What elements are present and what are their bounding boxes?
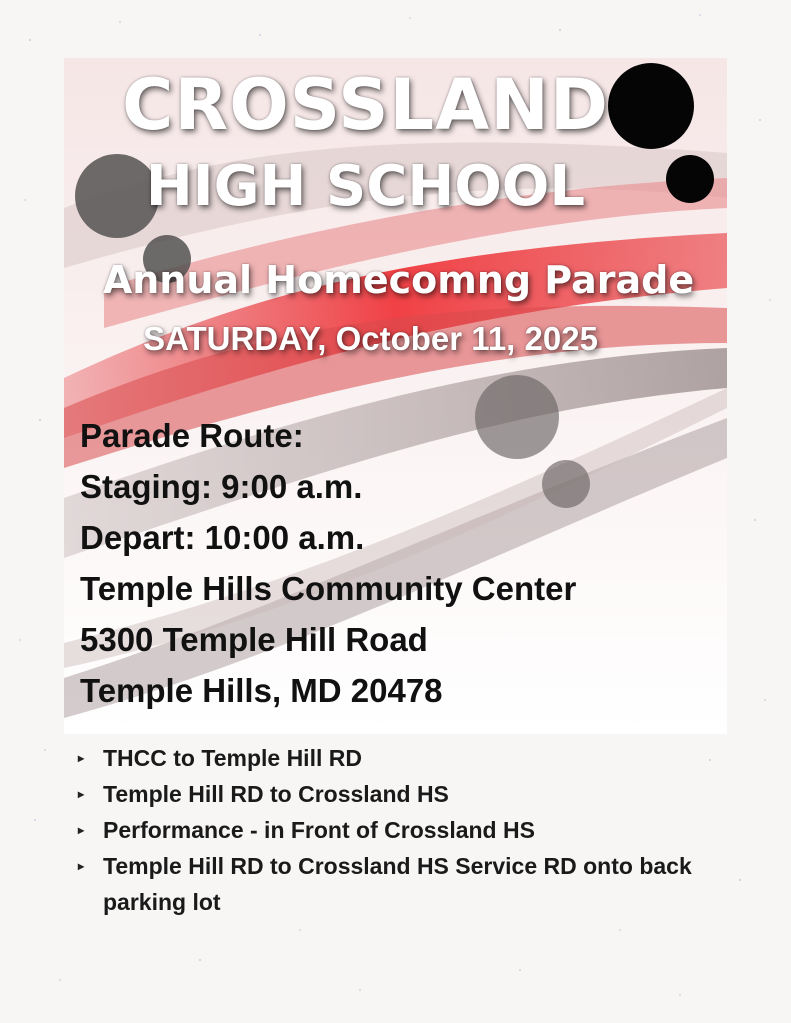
list-item [78, 848, 718, 920]
triangle-bullet-icon: ▸ [78, 823, 85, 837]
staging-time: Staging: 9:00 a.m. [80, 468, 363, 505]
triangle-bullet-icon: ▸ [78, 787, 85, 801]
triangle-bullet-icon: ▸ [78, 859, 85, 873]
list-item [78, 776, 718, 812]
school-name-line-1: CROSSLAND [122, 64, 609, 146]
event-details [80, 410, 576, 716]
event-date: SATURDAY, October 11, 2025 [143, 320, 598, 357]
city-state-zip: Temple Hills, MD 20478 [80, 672, 443, 709]
poster-panel [64, 58, 727, 734]
depart-time: Depart: 10:00 a.m. [80, 519, 365, 556]
triangle-bullet-icon: ▸ [78, 751, 85, 765]
route-step: THCC to Temple Hill RD [103, 745, 362, 771]
route-step: Temple Hill RD to Crossland HS Service RD onto back parking lot [103, 853, 692, 915]
list-item [78, 812, 718, 848]
list-item [78, 740, 718, 776]
event-name: Annual Homecomng Parade [102, 258, 695, 302]
venue-name: Temple Hills Community Center [80, 570, 577, 607]
route-list [78, 740, 718, 920]
street-address: 5300 Temple Hill Road [80, 621, 428, 658]
route-step: Temple Hill RD to Crossland HS [103, 781, 449, 807]
route-step: Performance - in Front of Crossland HS [103, 817, 535, 843]
route-heading: Parade Route: [80, 417, 304, 454]
school-name-line-2: HIGH SCHOOL [145, 154, 586, 219]
